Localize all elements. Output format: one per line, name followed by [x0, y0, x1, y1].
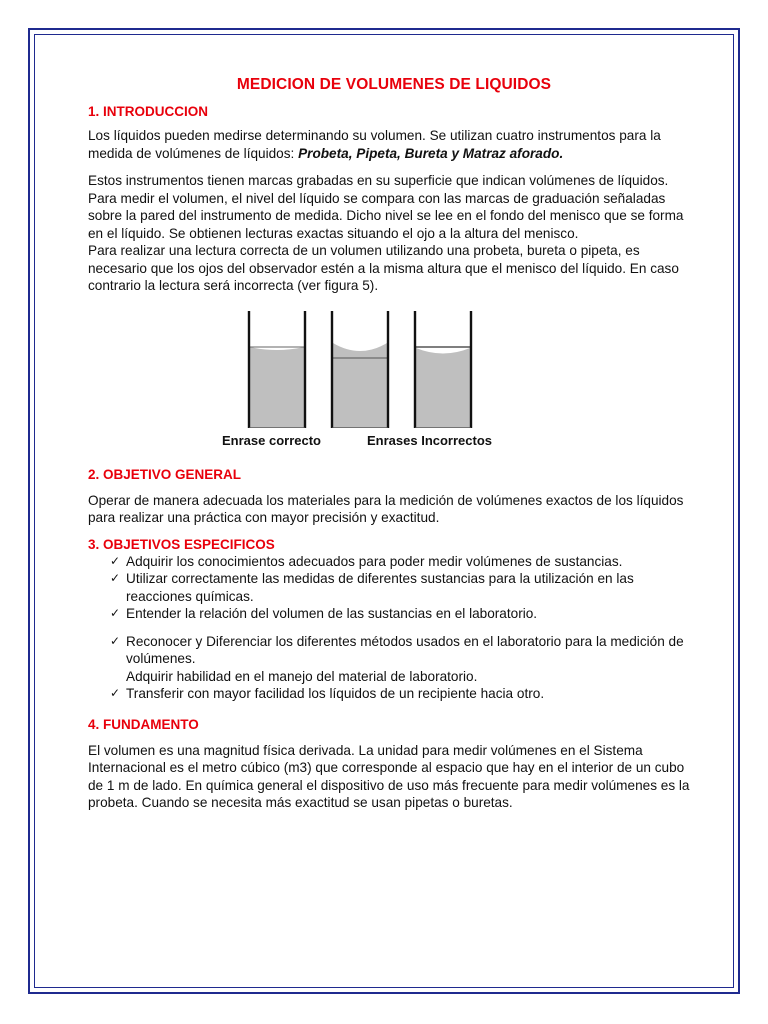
- list-item: ✓ Entender la relación del volumen de las sustancias en el laboratorio.: [110, 606, 538, 621]
- section-heading-objetivo-general: 2. OBJETIVO GENERAL: [88, 466, 242, 482]
- section-heading-fundamento: 4. FUNDAMENTO: [88, 716, 199, 732]
- fundamento-text: El volumen es una magnitud física derivada. La unidad para medir volúmenes en el Sistema Internacional es el metro cúbico (m3) que corresponde al espacio que hay en el interior de un cubo de 1 m de lado. En química general el dispositivo de uso más frecuente para medir volúmenes es la probeta. Cuando se necesita más exactitud se usan pipetas o buretas.: [88, 742, 690, 810]
- intro-paragraph-2: Estos instrumentos tienen marcas grabadas en su superficie que indican volúmenes de líquidos. Para medir el volumen, el nivel del líquido se compara con las marcas de graduación señaladas sobre la pared del instrumento de medida. Dicho nivel se lee en el fondo del menisco que se forma en el líquido. Se obtienen lecturas exactas situando el ojo a la altura del menisco.: [88, 173, 684, 241]
- document-body: [88, 72, 700, 812]
- list-item: ✓ Adquirir los conocimientos adecuados para poder medir volúmenes de sustancias.: [110, 553, 623, 569]
- objectives-list-continued: [88, 685, 700, 703]
- section-heading-introduccion: 1. INTRODUCCION: [88, 104, 209, 119]
- document-title: MEDICION DE VOLUMENES DE LIQUIDOS: [236, 76, 552, 93]
- instrument-list: Probeta, Pipeta, Bureta y Matraz aforado.: [298, 145, 564, 161]
- tube-correct: [249, 311, 305, 428]
- objective-extra-line: Adquirir habilidad en el manejo del material de laboratorio.: [126, 668, 478, 684]
- checkmark-icon: ✓: [110, 633, 121, 648]
- objectives-list: [88, 553, 700, 668]
- checkmark-icon: ✓: [110, 553, 121, 568]
- intro-paragraph-1: [88, 127, 700, 162]
- section-heading-objetivos-especificos: 3. OBJETIVOS ESPECIFICOS: [88, 536, 275, 552]
- list-item: ✓ Reconocer y Diferenciar los diferentes métodos usados en el laboratorio para la medición de volúmenes.: [110, 633, 684, 666]
- caption-incorrect: Enrases Incorrectos: [367, 432, 493, 448]
- caption-correct: Enrase correcto: [222, 432, 321, 448]
- checkmark-icon: ✓: [110, 686, 121, 700]
- liquid-incorrect-low: [333, 343, 387, 427]
- tube-incorrect-high: [415, 311, 471, 428]
- checkmark-icon: ✓: [110, 571, 121, 585]
- list-item: ✓ Transferir con mayor facilidad los líquidos de un recipiente hacia otro.: [110, 686, 545, 701]
- checkmark-icon: ✓: [110, 606, 121, 620]
- liquid-correct: [250, 347, 304, 427]
- objetivo-general-text: Operar de manera adecuada los materiales para la medición de volúmenes exactos de los líquidos para realizar una práctica con mayor precisión y exactitud.: [88, 492, 684, 525]
- meniscus-figure: [88, 307, 700, 459]
- meniscus-illustration: [88, 307, 700, 437]
- tube-incorrect-low: [332, 311, 388, 428]
- intro-p1-text: Los líquidos pueden medirse determinando su volumen. Se utilizan cuatro instrumentos para la medida de volúmenes de líquidos:: [88, 128, 661, 161]
- list-item: ✓ Utilizar correctamente las medidas de diferentes sustancias para la utilización en las reacciones químicas.: [110, 571, 634, 604]
- intro-paragraph-3: Para realizar una lectura correcta de un volumen utilizando una probeta, bureta o pipeta, es necesario que los ojos del observador estén a la misma altura que el menisco del líquido. En caso contrario la lectura será incorrecta (ver figura 5).: [88, 243, 679, 293]
- liquid-incorrect-high: [416, 348, 470, 427]
